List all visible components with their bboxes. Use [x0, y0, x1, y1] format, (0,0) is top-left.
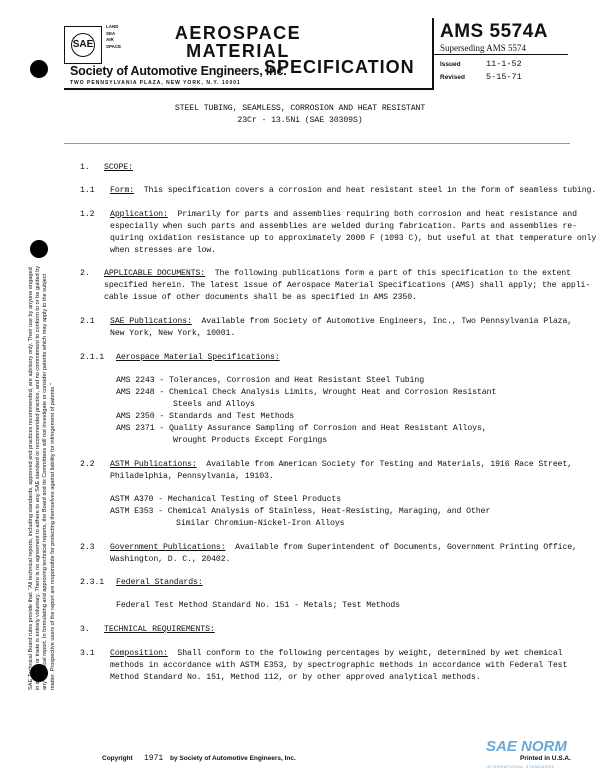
ams-reference: AMS 2371 - Quality Assurance Sampling of Corrosion and Heat Resistant Alloys,: [116, 424, 487, 433]
section-3-1-number: 3.1: [80, 649, 95, 658]
body-top-rule: [64, 143, 570, 144]
ams-reference: AMS 2350 - Standards and Test Methods: [116, 412, 295, 421]
section-2-2-number: 2.2: [80, 460, 95, 469]
section-1-2-text: Primarily for parts and assemblies requiring both corrosion and heat resistance and: [177, 210, 577, 219]
section-2-line: cable issue of other documents shall be as specified in AMS 2350.: [104, 293, 417, 302]
section-3-1-line: methods in accordance with ASTM E353, by spectrographic methods in accordance with Federal Test: [110, 661, 568, 670]
technical-board-disclaimer: [28, 122, 62, 690]
section-3-1-label: Composition:: [110, 649, 168, 658]
section-1-number: 1.: [80, 163, 90, 172]
section-1-1-number: 1.1: [80, 186, 95, 195]
section-2-text: The following publications form a part of this specification to the extent: [214, 269, 571, 278]
logo-word: LAND: [106, 24, 119, 29]
section-2-3-number: 2.3: [80, 543, 95, 552]
ams-reference: Steels and Alloys: [173, 400, 255, 409]
section-1-1-label: Form:: [110, 186, 135, 195]
section-2-3-label: Government Publications:: [110, 543, 226, 552]
section-1-2-label: Application:: [110, 210, 168, 219]
ams-reference: AMS 2248 - Chemical Check Analysis Limits, Wrought Heat and Corrosion Resistant: [116, 388, 497, 397]
section-3-1-text: Shall conform to the following percentages by weight, determined by wet chemical: [177, 649, 563, 658]
document-subtitle: 23Cr - 13.5Ni (SAE 30309S): [237, 116, 363, 125]
issued-date: 11-1-52: [486, 59, 522, 69]
section-2-1-number: 2.1: [80, 317, 95, 326]
section-3-1-line: Method Standard No. 151, Method 112, or by other approved analytical methods.: [110, 673, 481, 682]
section-1-1-text: This specification covers a corrosion and heat resistant steel in the form of seamless tubing.: [143, 186, 597, 195]
astm-reference: ASTM E353 - Chemical Analysis of Stainless, Heat-Resisting, Maraging, and Other: [110, 507, 491, 516]
sae-logo-mark: SAE: [71, 33, 95, 57]
section-2-1-1-label: Aerospace Material Specifications:: [116, 353, 280, 362]
section-2-3-1-number: 2.3.1: [80, 578, 105, 587]
disclaimer-line: SAE Technical Board rules provide that: "All technical reports, including standards, approved and practices recommended, are advisory only. Their use by anyone engaged: [28, 267, 34, 690]
section-2-2-line: Philadelphia, Pennsylvania, 19103.: [110, 472, 274, 481]
title-aerospace: AEROSPACE: [174, 23, 302, 43]
title-specification: SPECIFICATION: [264, 57, 415, 77]
logo-word: SEA: [106, 30, 116, 36]
logo-word: AIR: [106, 37, 114, 42]
printed-in-usa: Printed in U.S.A.: [520, 755, 571, 762]
revised-date: 5-15-71: [486, 72, 522, 82]
disclaimer-line: in industry or trade is entirely voluntary. There is no agreement to adhere to any SAE standard or recommended practice, and no commitment to conform to or be guided by: [35, 265, 42, 690]
logo-words: [106, 24, 126, 50]
title-material: MATERIAL: [186, 41, 290, 61]
watermark-tagline: INTERNATIONAL STANDARDS: [486, 764, 555, 769]
section-2-3-line: Washington, D. C., 20402.: [110, 555, 231, 564]
society-address: TWO PENNSYLVANIA PLAZA, NEW YORK, N.Y. 10001: [70, 80, 241, 86]
header-rule: [64, 88, 432, 90]
ams-reference: Wrought Products Except Forgings: [173, 436, 328, 445]
section-3-1-line: [110, 648, 562, 660]
society-name: Society of Automotive Engineers, Inc.: [70, 64, 287, 78]
section-3-title: TECHNICAL REQUIREMENTS:: [104, 625, 215, 634]
superseding-note: Superseding AMS 5574: [440, 43, 527, 53]
copyright-year: 1971: [144, 754, 164, 763]
section-2-2-text: Available from American Society for Testing and Materials, 1916 Race Street,: [206, 460, 573, 469]
ams-reference: AMS 2243 - Tolerances, Corrosion and Heat Resistant Steel Tubing: [116, 376, 425, 385]
section-2-line: [104, 268, 571, 280]
section-2-number: 2.: [80, 269, 90, 278]
section-2-2-label: ASTM Publications:: [110, 460, 197, 469]
section-1-title: SCOPE:: [104, 163, 133, 172]
section-2-1-label: SAE Publications:: [110, 317, 192, 326]
sae-logo: [64, 26, 102, 64]
section-2-3-1-label: Federal Standards:: [116, 578, 203, 587]
astm-reference: Similar Chromium-Nickel-Iron Alloys: [176, 519, 345, 528]
disclaimer-line: any technical report. In formulating and approving technical reports, the Board and its Committees will not investigate or consider patents which may apply to the subject: [42, 273, 49, 690]
revised-label: Revised: [440, 74, 465, 81]
copyright-label: Copyright: [102, 755, 133, 762]
section-1-2-line: especially when such parts and assemblies are welded during fabrication. Parts and assemblies re-: [110, 222, 577, 231]
section-2-title: APPLICABLE DOCUMENTS:: [104, 269, 206, 278]
section-2-3-text: Available from Superintendent of Documents, Government Printing Office,: [235, 543, 577, 552]
spec-box-rule: [432, 54, 568, 55]
watermark-brand: SAE NORM: [486, 738, 567, 755]
section-1-1-line: [110, 185, 596, 197]
spec-number: AMS 5574A: [440, 21, 548, 42]
binder-hole-top: [30, 60, 48, 78]
section-2-1-line: New York, New York, 10001.: [110, 329, 236, 338]
section-1-2-line: when stresses are low.: [110, 246, 216, 255]
section-2-1-1-number: 2.1.1: [80, 353, 105, 362]
document-title: STEEL TUBING, SEAMLESS, CORROSION AND HEAT RESISTANT: [174, 104, 426, 113]
section-2-1-text: Available from Society of Automotive Engineers, Inc., Two Pennsylvania Plaza,: [201, 317, 573, 326]
section-3-number: 3.: [80, 625, 90, 634]
logo-word: SPACE: [106, 43, 122, 49]
disclaimer-line: matter. Prospective users of the report are responsible for protecting themselves against liability for infringement of patents.": [49, 383, 56, 690]
astm-reference: ASTM A370 - Mechanical Testing of Steel Products: [110, 495, 342, 504]
issued-label: Issued: [440, 61, 461, 68]
section-2-line: specified herein. The latest issue of Aerospace Material Specifications (AMS) shall apply; the appli-: [104, 281, 591, 290]
section-1-2-line: quiring oxidation resistance up to approximately 2000 F (1093 C), but useful at that temperature only: [110, 234, 597, 243]
section-1-2-number: 1.2: [80, 210, 95, 219]
section-1-2-line: [110, 209, 577, 221]
section-2-2-line: [110, 459, 572, 471]
section-2-3-line: [110, 542, 577, 554]
section-2-1-line: [110, 316, 572, 328]
federal-standard-reference: Federal Test Method Standard No. 151 - Metals; Test Methods: [116, 601, 400, 610]
copyright-holder: by Society of Automotive Engineers, Inc.: [170, 755, 296, 762]
